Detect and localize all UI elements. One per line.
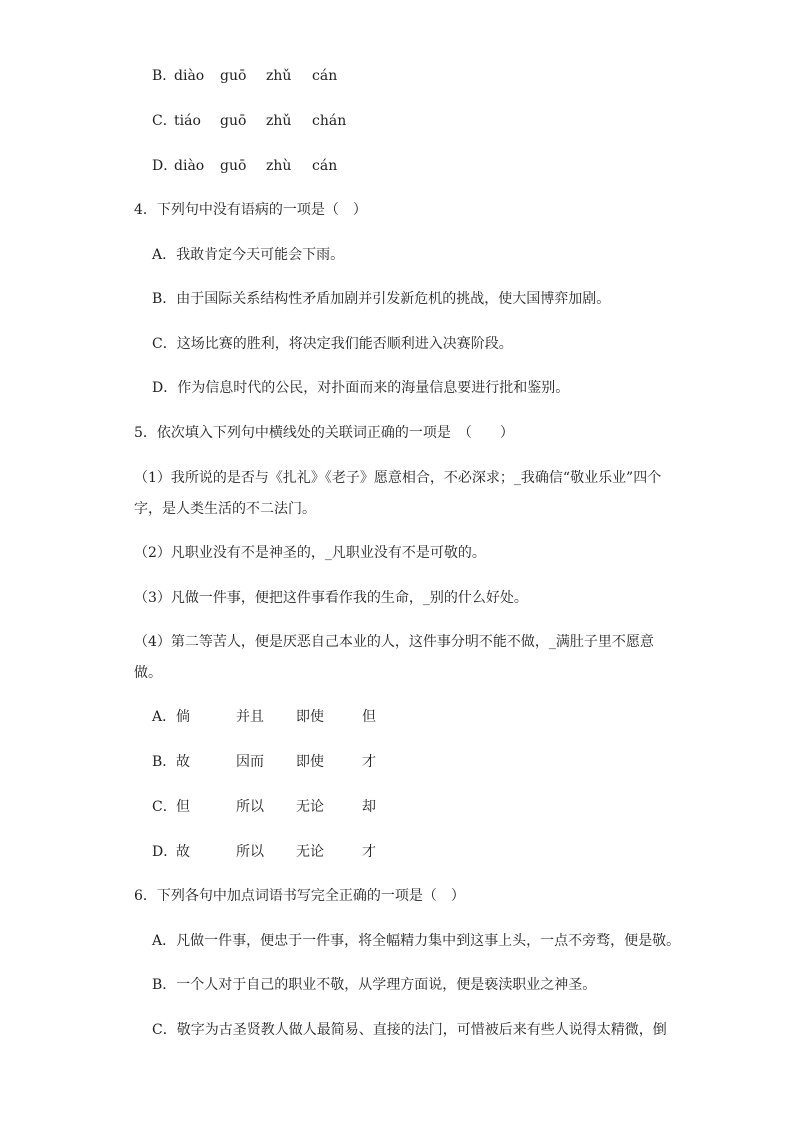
option-word: 故 xyxy=(176,754,190,770)
q5-sentence-4-cont: 做。 xyxy=(134,665,162,681)
pinyin: cán xyxy=(312,68,338,84)
option-word: 并且 xyxy=(236,709,264,725)
question-4-stem: 4．下列句中没有语病的一项是（ ） xyxy=(134,202,367,218)
pinyin: zhù xyxy=(266,158,292,174)
q6-option-b: B．一个人对于自己的职业不敬，从学理方面说，便是亵渎职业之神圣。 xyxy=(152,977,597,993)
q4-option-d: D．作为信息时代的公民，对扑面而来的海量信息要进行批和鉴别。 xyxy=(152,380,570,396)
question-5-stem: 5．依次填入下列句中横线处的关联词正确的一项是 （ ） xyxy=(134,425,514,441)
q5-sentence-3: （3）凡做一件事，便把这件事看作我的生命，_别的什么好处。 xyxy=(134,590,528,606)
pinyin: guō xyxy=(220,158,247,174)
pinyin: zhǔ xyxy=(266,113,292,129)
option-label: D． xyxy=(152,844,178,860)
question-6-stem: 6．下列各句中加点词语书写完全正确的一项是（ ） xyxy=(134,888,465,904)
option-word: 倘 xyxy=(176,709,190,725)
q6-option-c: C．敬字为古圣贤教人做人最简易、直接的法门，可惜被后来有些人说得太精微，倒 xyxy=(152,1022,667,1038)
option-word: 因而 xyxy=(236,754,264,770)
option-label: A． xyxy=(152,709,177,725)
option-label: C． xyxy=(152,799,177,815)
option-word: 才 xyxy=(362,754,376,770)
pinyin: diào xyxy=(174,158,205,174)
option-label: B． xyxy=(152,68,177,84)
q5-sentence-4: （4）第二等苦人，便是厌恶自己本业的人，这件事分明不能不做，_满肚子里不愿意 xyxy=(134,634,654,650)
pinyin: zhǔ xyxy=(266,68,292,84)
q5-sentence-2: （2）凡职业没有不是神圣的，_凡职业没有不是可敬的。 xyxy=(134,545,486,561)
pinyin: tiáo xyxy=(174,113,201,129)
q5-sentence-1: （1）我所说的是否与《扎礼》《老子》愿意相合，不必深求；_我确信“敬业乐业”四个 xyxy=(134,470,662,486)
pinyin: chán xyxy=(312,113,347,129)
option-word: 无论 xyxy=(296,799,324,815)
option-word: 故 xyxy=(176,844,190,860)
pinyin: diào xyxy=(174,68,205,84)
pinyin: cán xyxy=(312,158,338,174)
q3-option-b xyxy=(152,66,358,86)
option-word: 但 xyxy=(362,709,376,725)
q4-option-b: B．由于国际关系结构性矛盾加剧并引发新危机的挑战，使大国博弈加剧。 xyxy=(152,291,611,307)
q5-option-b xyxy=(152,752,376,772)
option-label: B． xyxy=(152,754,177,770)
pinyin: guō xyxy=(220,68,247,84)
option-label: D． xyxy=(152,158,178,174)
option-word: 即使 xyxy=(296,709,324,725)
option-word: 但 xyxy=(176,799,190,815)
option-word: 无论 xyxy=(296,844,324,860)
option-word: 所以 xyxy=(236,799,264,815)
option-word: 即使 xyxy=(296,754,324,770)
q4-option-c: C．这场比赛的胜利，将决定我们能否顺利进入决赛阶段。 xyxy=(152,336,513,352)
pinyin: guō xyxy=(220,113,247,129)
q5-sentence-1-cont: 字，是人类生活的不二法门。 xyxy=(134,501,316,517)
q3-option-c xyxy=(152,111,358,131)
q6-option-a: A．凡做一件事，便忠于一件事，将全幅精力集中到这事上头，一点不旁骛，便是敬。 xyxy=(152,933,681,949)
q5-option-d xyxy=(152,842,376,862)
q3-option-d xyxy=(152,156,358,176)
option-word: 所以 xyxy=(236,844,264,860)
q5-option-a xyxy=(152,707,376,727)
option-word: 却 xyxy=(362,799,376,815)
option-word: 才 xyxy=(362,844,376,860)
option-label: C． xyxy=(152,113,177,129)
q4-option-a: A．我敢肯定今天可能会下雨。 xyxy=(152,247,345,263)
q5-option-c xyxy=(152,797,376,817)
